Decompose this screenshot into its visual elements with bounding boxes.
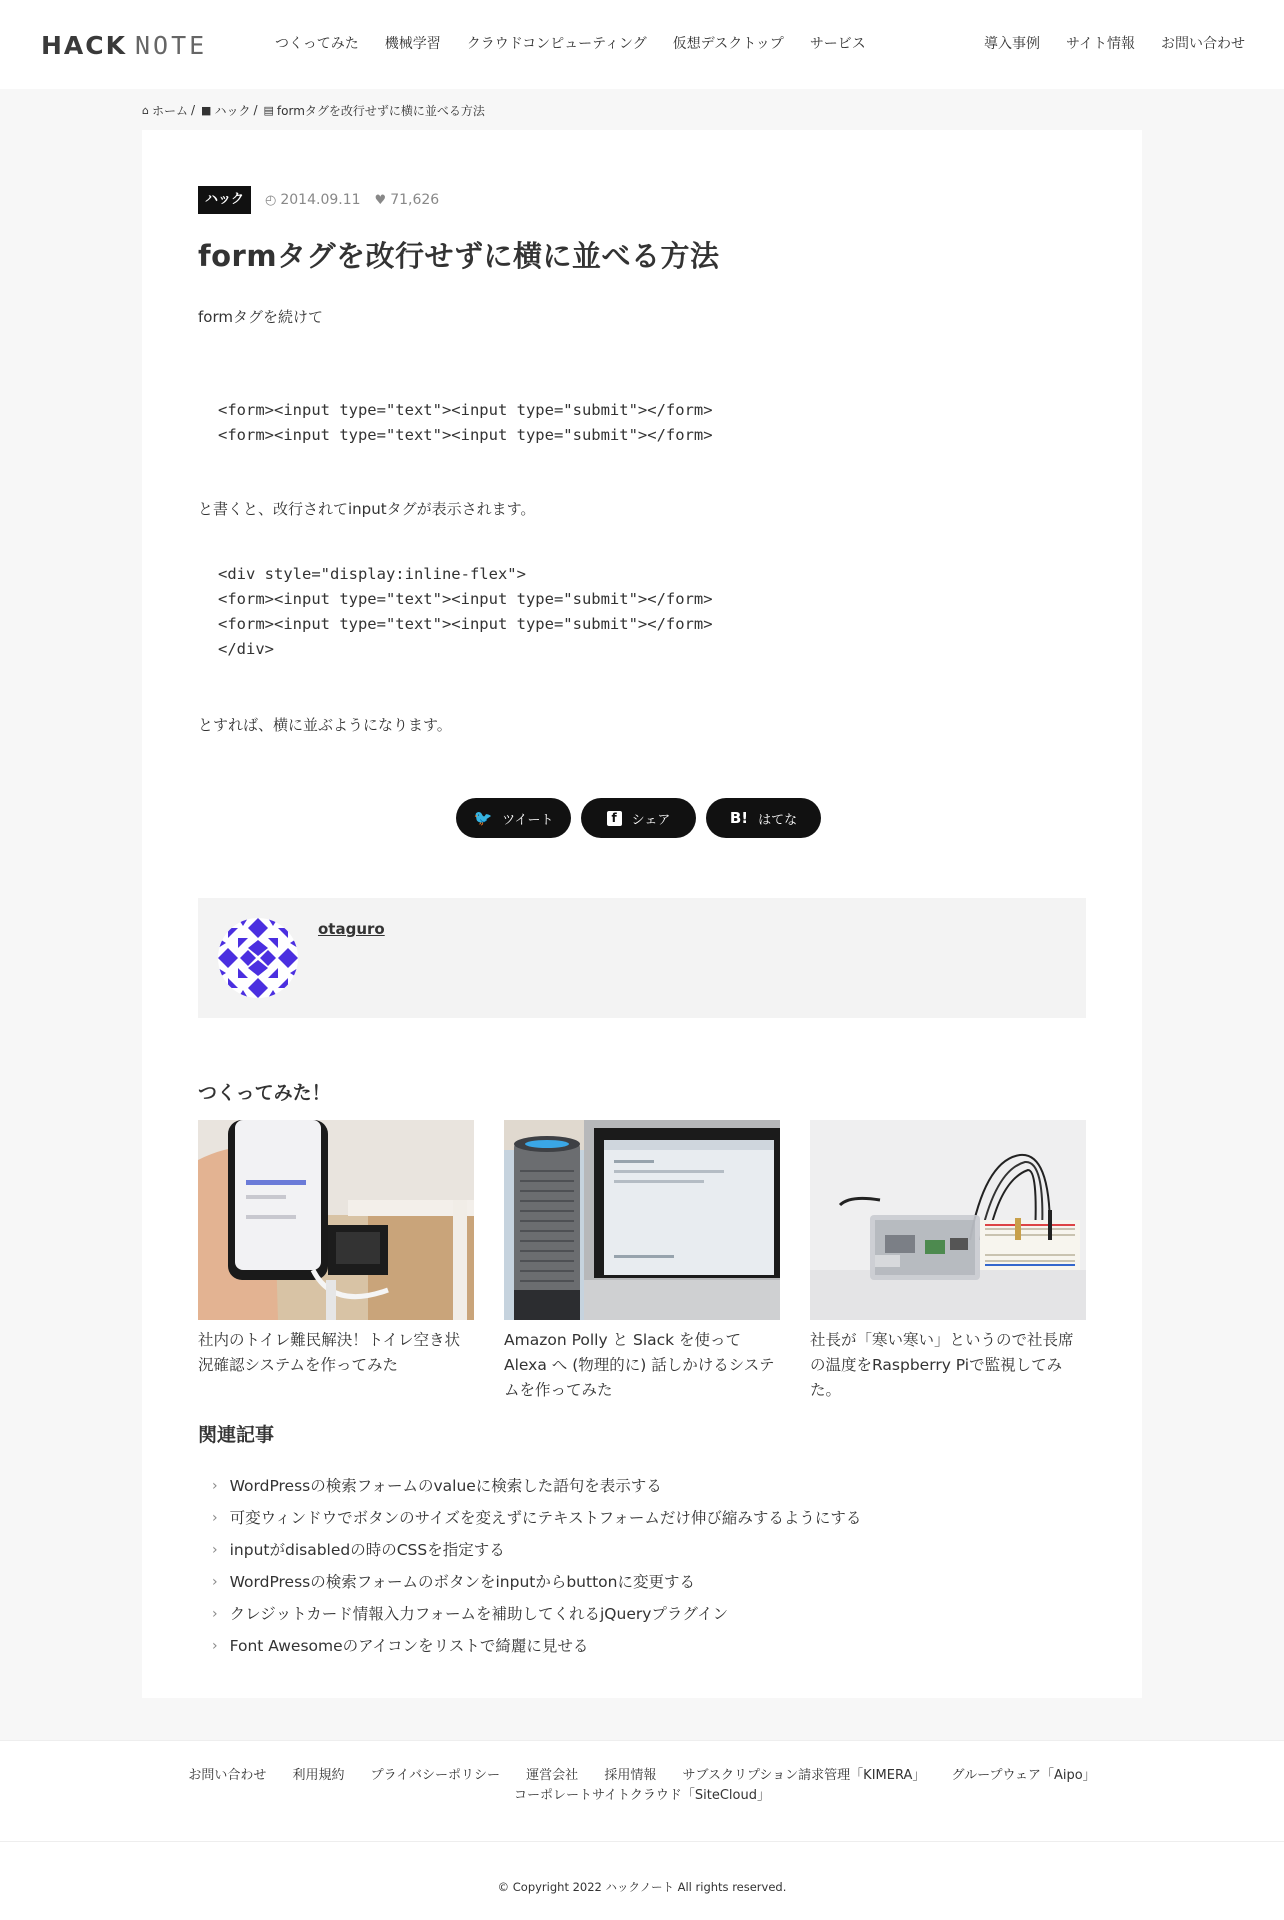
footer-link-company[interactable]: 運営会社: [526, 1768, 579, 1783]
breadcrumb-separator: /: [191, 103, 196, 117]
paragraph-2: と書くと、改行されてinputタグが表示されます。: [198, 500, 536, 518]
tweet-button[interactable]: [456, 798, 571, 838]
like-count: [375, 192, 440, 208]
chevron-right-icon: ›: [212, 1478, 218, 1494]
related-item[interactable]: [212, 1470, 861, 1502]
related-item[interactable]: [212, 1534, 861, 1566]
post-title[interactable]: Amazon Polly と Slack を使って Alexa へ (物理的に) 話しかけるシステムを作ってみた: [504, 1331, 775, 1399]
tsukutte-heading: つくってみた！: [198, 1082, 331, 1104]
avatar[interactable]: [218, 918, 298, 998]
post-card[interactable]: [810, 1120, 1086, 1403]
share-buttons: [456, 798, 821, 838]
article-meta: [198, 186, 439, 214]
facebook-share-button[interactable]: [581, 798, 696, 838]
breadcrumb-category[interactable]: [201, 102, 250, 119]
tsukutte-posts: [198, 1120, 1086, 1403]
breadcrumb-home[interactable]: [142, 102, 188, 119]
chevron-right-icon: ›: [212, 1574, 218, 1590]
breadcrumb-separator: /: [253, 103, 258, 117]
nav-site-info[interactable]: サイト情報: [1065, 36, 1135, 52]
like-count-value: 71,626: [390, 192, 440, 208]
breadcrumb-category-label: ハック: [214, 103, 251, 118]
nav-contact[interactable]: お問い合わせ: [1161, 36, 1245, 52]
nav-tsukutte[interactable]: つくってみた: [275, 36, 359, 52]
related-item[interactable]: [212, 1502, 861, 1534]
footer-links: [0, 1766, 1284, 1806]
author-name[interactable]: otaguro: [318, 920, 385, 938]
logo-bold: HACK: [41, 30, 127, 60]
related-item-label: inputがdisabledの時のCSSを指定する: [229, 1541, 505, 1559]
home-icon: ⌂: [142, 103, 149, 117]
post-thumbnail[interactable]: [198, 1120, 474, 1320]
breadcrumb-current: [264, 102, 485, 119]
post-thumbnail[interactable]: [810, 1120, 1086, 1320]
related-item-label: Font Awesomeのアイコンをリストで綺麗に見せる: [229, 1637, 589, 1655]
nav-case-studies[interactable]: 導入事例: [983, 36, 1040, 52]
clock-icon: ◴: [265, 192, 277, 208]
hatena-icon: B!: [729, 809, 749, 827]
folder-icon: ■: [201, 103, 212, 117]
chevron-right-icon: ›: [212, 1606, 218, 1622]
related-list: [212, 1470, 861, 1662]
post-thumbnail[interactable]: [504, 1120, 780, 1320]
related-item-label: クレジットカード情報入力フォームを補助してくれるjQueryプラグイン: [229, 1605, 729, 1623]
file-icon: ▤: [263, 103, 274, 117]
site-logo[interactable]: [41, 30, 207, 60]
footer-link-contact[interactable]: お問い合わせ: [188, 1768, 267, 1783]
copyright: © Copyright 2022 ハックノート All rights reserved.: [497, 1880, 787, 1894]
share-label: シェア: [631, 812, 671, 828]
page-title: formタグを改行せずに横に並べる方法: [198, 239, 720, 273]
nav-cloud[interactable]: クラウドコンピューティング: [466, 36, 647, 52]
footer-link-sitecloud[interactable]: コーポレートサイトクラウド「SiteCloud」: [514, 1788, 770, 1803]
post-title[interactable]: 社長が「寒い寒い」というので社長席の温度をRaspberry Piで監視してみた。: [810, 1331, 1074, 1399]
post-date-value: 2014.09.11: [280, 192, 361, 208]
chevron-right-icon: ›: [212, 1510, 218, 1526]
nav-virtual-desktop[interactable]: 仮想デスクトップ: [672, 36, 784, 52]
main-nav: [262, 32, 879, 56]
breadcrumb: [142, 100, 485, 120]
chevron-right-icon: ›: [212, 1542, 218, 1558]
hatena-label: はてな: [758, 812, 798, 828]
nav-machine-learning[interactable]: 機械学習: [384, 36, 441, 52]
category-badge[interactable]: ハック: [198, 186, 251, 214]
author-box: [198, 898, 1086, 1018]
site-footer: [0, 1740, 1284, 1920]
footer-divider: [0, 1841, 1284, 1842]
related-item-label: WordPressの検索フォームのvalueに検索した語句を表示する: [229, 1477, 662, 1495]
heart-icon: ♥: [374, 192, 387, 208]
paragraph-3: とすれば、横に並ぶようになります。: [198, 716, 452, 734]
post-date: [265, 192, 361, 208]
logo-light: NOTE: [135, 30, 208, 60]
sub-nav: [971, 32, 1258, 56]
nav-services[interactable]: サービス: [809, 36, 866, 52]
related-item-label: 可変ウィンドウでボタンのサイズを変えずにテキストフォームだけ伸び縮みするようにする: [229, 1509, 862, 1527]
post-card[interactable]: [198, 1120, 474, 1403]
related-item-label: WordPressの検索フォームのボタンをinputからbuttonに変更する: [229, 1573, 695, 1591]
related-item[interactable]: [212, 1598, 861, 1630]
breadcrumb-current-label: formタグを改行せずに横に並べる方法: [276, 103, 485, 118]
footer-link-privacy[interactable]: プライバシーポリシー: [370, 1768, 501, 1783]
footer-link-terms[interactable]: 利用規約: [292, 1768, 345, 1783]
footer-link-recruit[interactable]: 採用情報: [604, 1768, 657, 1783]
related-item[interactable]: [212, 1630, 861, 1662]
twitter-icon: 🐦: [473, 809, 493, 827]
chevron-right-icon: ›: [212, 1638, 218, 1654]
footer-link-kimera[interactable]: サブスクリプション請求管理「KIMERA」: [682, 1768, 926, 1783]
tweet-label: ツイート: [502, 812, 554, 828]
hatena-button[interactable]: [706, 798, 821, 838]
code-block-1: <form><input type="text"><input type="submit"></form> <form><input type="text"><input type="submit"></form>: [218, 401, 713, 444]
code-block-2: <div style="display:inline-flex"> <form><input type="text"><input type="submit"></form> <form><input type="text"><input type="submit"></form> </div>: [218, 565, 713, 658]
post-title[interactable]: 社内のトイレ難民解決！トイレ空き状況確認システムを作ってみた: [198, 1331, 460, 1374]
paragraph-1: formタグを続けて: [198, 308, 323, 326]
post-card[interactable]: [504, 1120, 780, 1403]
related-heading: 関連記事: [198, 1424, 275, 1446]
site-header: [0, 0, 1284, 89]
facebook-icon: f: [607, 811, 622, 826]
related-item[interactable]: [212, 1566, 861, 1598]
breadcrumb-home-label: ホーム: [151, 103, 188, 118]
footer-link-aipo[interactable]: グループウェア「Aipo」: [951, 1768, 1096, 1783]
article-card: [142, 130, 1142, 1698]
